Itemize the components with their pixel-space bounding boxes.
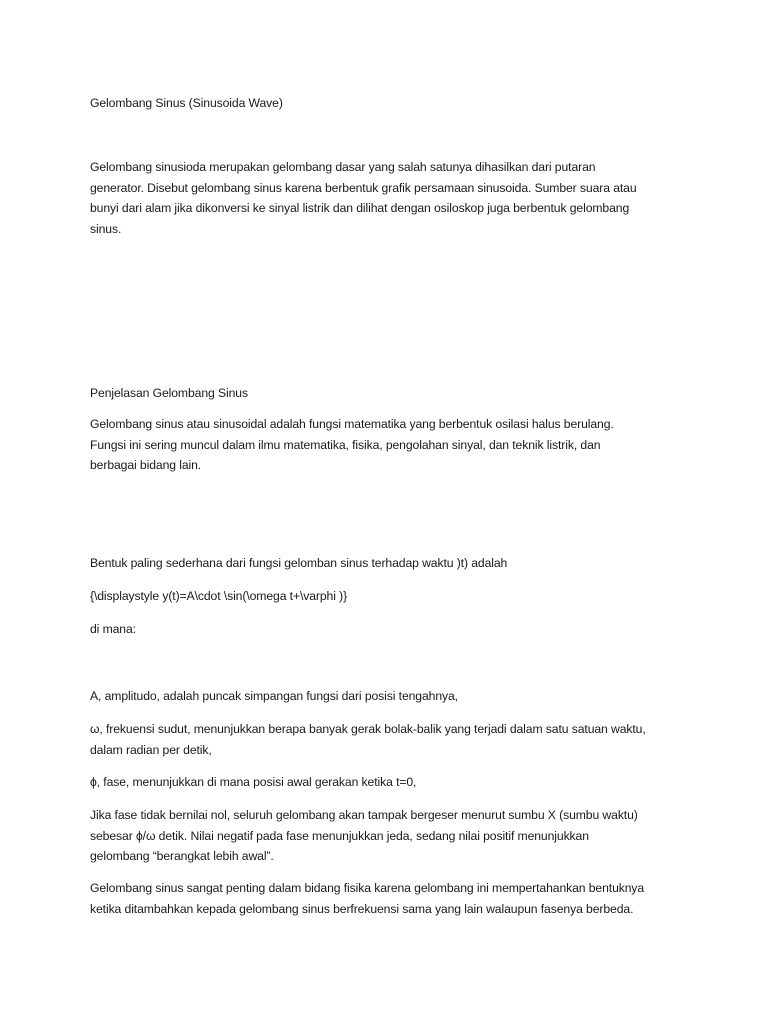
angular-frequency-paragraph bbox=[90, 719, 690, 760]
simple-form-paragraph: Bentuk paling sederhana dari fungsi gelomban sinus terhadap waktu )t) adalah bbox=[90, 556, 508, 570]
formula-text: {\displaystyle y(t)=A\cdot \sin(\omega t+\varphi )} bbox=[90, 589, 348, 603]
text-line: gelombang “berangkat lebih awal”. bbox=[90, 849, 274, 863]
phase-paragraph: ϕ, fase, menunjukkan di mana posisi awal gerakan ketika t=0, bbox=[90, 775, 417, 789]
document-title: Gelombang Sinus (Sinusoida Wave) bbox=[90, 96, 283, 110]
intro-paragraph bbox=[90, 157, 690, 239]
phase-shift-paragraph bbox=[90, 805, 690, 867]
definition-paragraph bbox=[90, 414, 690, 476]
importance-paragraph bbox=[90, 878, 690, 919]
text-line: ω, frekuensi sudut, menunjukkan berapa banyak gerak bolak-balik yang terjadi dalam satu satuan waktu, bbox=[90, 722, 646, 736]
text-line: generator. Disebut gelombang sinus karena berbentuk grafik persamaan sinusoida. Sumber suara atau bbox=[90, 180, 637, 195]
text-line: bunyi dari alam jika dikonversi ke sinyal listrik dan dilihat dengan osiloskop juga berbentuk gelombang bbox=[90, 201, 630, 215]
text-line: ketika ditambahkan kepada gelombang sinus berfrekuensi sama yang lain walaupun fasenya berbeda. bbox=[90, 901, 634, 916]
text-line: Fungsi ini sering muncul dalam ilmu matematika, fisika, pengolahan sinyal, dan teknik listrik, dan bbox=[90, 437, 601, 452]
text-line: Jika fase tidak bernilai nol, seluruh gelombang akan tampak bergeser menurut sumbu X (sumbu waktu) bbox=[90, 808, 638, 822]
text-line: Gelombang sinus sangat penting dalam bidang fisika karena gelombang ini mempertahankan bentuknya bbox=[90, 881, 645, 895]
text-line: berbagai bidang lain. bbox=[90, 458, 202, 472]
text-line: sebesar ϕ/ω detik. Nilai negatif pada fase menunjukkan jeda, sedang nilai positif menunjukkan bbox=[90, 828, 589, 843]
section-heading: Penjelasan Gelombang Sinus bbox=[90, 386, 248, 400]
text-line: dalam radian per detik, bbox=[90, 742, 212, 757]
text-line: Gelombang sinusioda merupakan gelombang dasar yang salah satunya dihasilkan dari putaran bbox=[90, 160, 596, 174]
where-label: di mana: bbox=[90, 622, 136, 636]
text-line: sinus. bbox=[90, 221, 122, 236]
text-line: Gelombang sinus atau sinusoidal adalah fungsi matematika yang berbentuk osilasi halus berulang. bbox=[90, 417, 614, 431]
amplitude-paragraph: A, amplitudo, adalah puncak simpangan fungsi dari posisi tengahnya, bbox=[90, 689, 458, 703]
